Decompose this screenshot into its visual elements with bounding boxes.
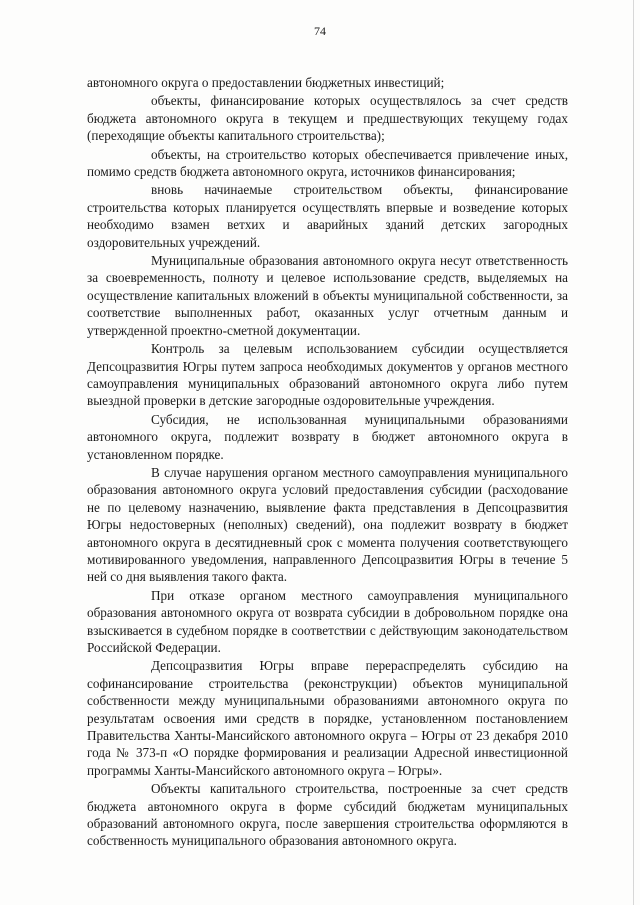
paragraph: Субсидия, не использованная муниципальными образованиями автономного округа, подлежит возврату в бюджет автономного округа в установленном порядке. <box>87 411 568 462</box>
page-number: 74 <box>314 24 326 38</box>
document-body <box>87 74 568 851</box>
paragraph: вновь начинаемые строительством объекты, финансирование строительства которых планируется осуществлять впервые и возведение которых необходимо взамен ветхих и аварийных зданий детских загородных оздоровительных учреждений. <box>87 182 568 250</box>
paragraph: В случае нарушения органом местного самоуправления муниципального образования автономного округа условий предоставления субсидии (расходование не по целевому назначению, выявление факта представления в Депсоцразвития Югры недостоверных (неполных) сведений), она подлежит возврату в бюджет автономного округа в десятидневный срок с момента получения соответствующего мотивированного уведомления, направленного Депсоцразвития Югры в течение 5 ней со дня выявления такого факта. <box>87 464 568 585</box>
paragraph: При отказе органом местного самоуправления муниципального образования автономного округа от возврата субсидии в добровольном порядке она взыскивается в судебном порядке в соответствии с действующим законодательством Российской Федерации. <box>87 587 568 655</box>
paragraph: объекты, на строительство которых обеспечивается привлечение иных, помимо средств бюджета автономного округа, источников финансирования; <box>87 146 568 180</box>
paragraph-continuation: автономного округа о предоставлении бюджетных инвестиций; <box>87 75 445 90</box>
paragraph: Муниципальные образования автономного округа несут ответственность за своевременность, полноту и целевое использование средств, выделяемых на осуществление капитальных вложений в объекты муниципальной собственности, за соответствие выполненных работ, оказанных услуг отчетным данным и утвержденной проектно-сметной документации. <box>87 253 568 338</box>
paragraph: Контроль за целевым использованием субсидии осуществляется Депсоцразвития Югры путем запроса необходимых документов у органов местного самоуправления муниципальных образований автономного округа либо путем выездной проверки в детские загородные оздоровительные учреждения. <box>87 341 568 409</box>
page-edge-shadow <box>633 0 634 905</box>
paragraph: объекты, финансирование которых осуществлялось за счет средств бюджета автономного округа в текущем и предшествующих текущему годах (переходящие объекты капитального строительства); <box>87 93 568 144</box>
paragraph: Объекты капитального строительства, построенные за счет средств бюджета автономного округа в форме субсидий бюджетам муниципальных образований автономного округа, после завершения строительства оформляются в собственность муниципального образования автономного округа. <box>87 781 568 849</box>
paragraph: Депсоцразвития Югры вправе перераспределять субсидию на софинансирование строительства (реконструкции) объектов муниципальной собственности между муниципальными образованиями автономного округа по результатам освоения ими средств в порядке, установленном постановлением Правительства Ханты-Мансийского автономного округа – Югры от 23 декабря 2010 года № 373-п «О порядке формирования и реализации Адресной инвестиционной программы Ханты-Мансийского автономного округа – Югры». <box>87 658 568 778</box>
